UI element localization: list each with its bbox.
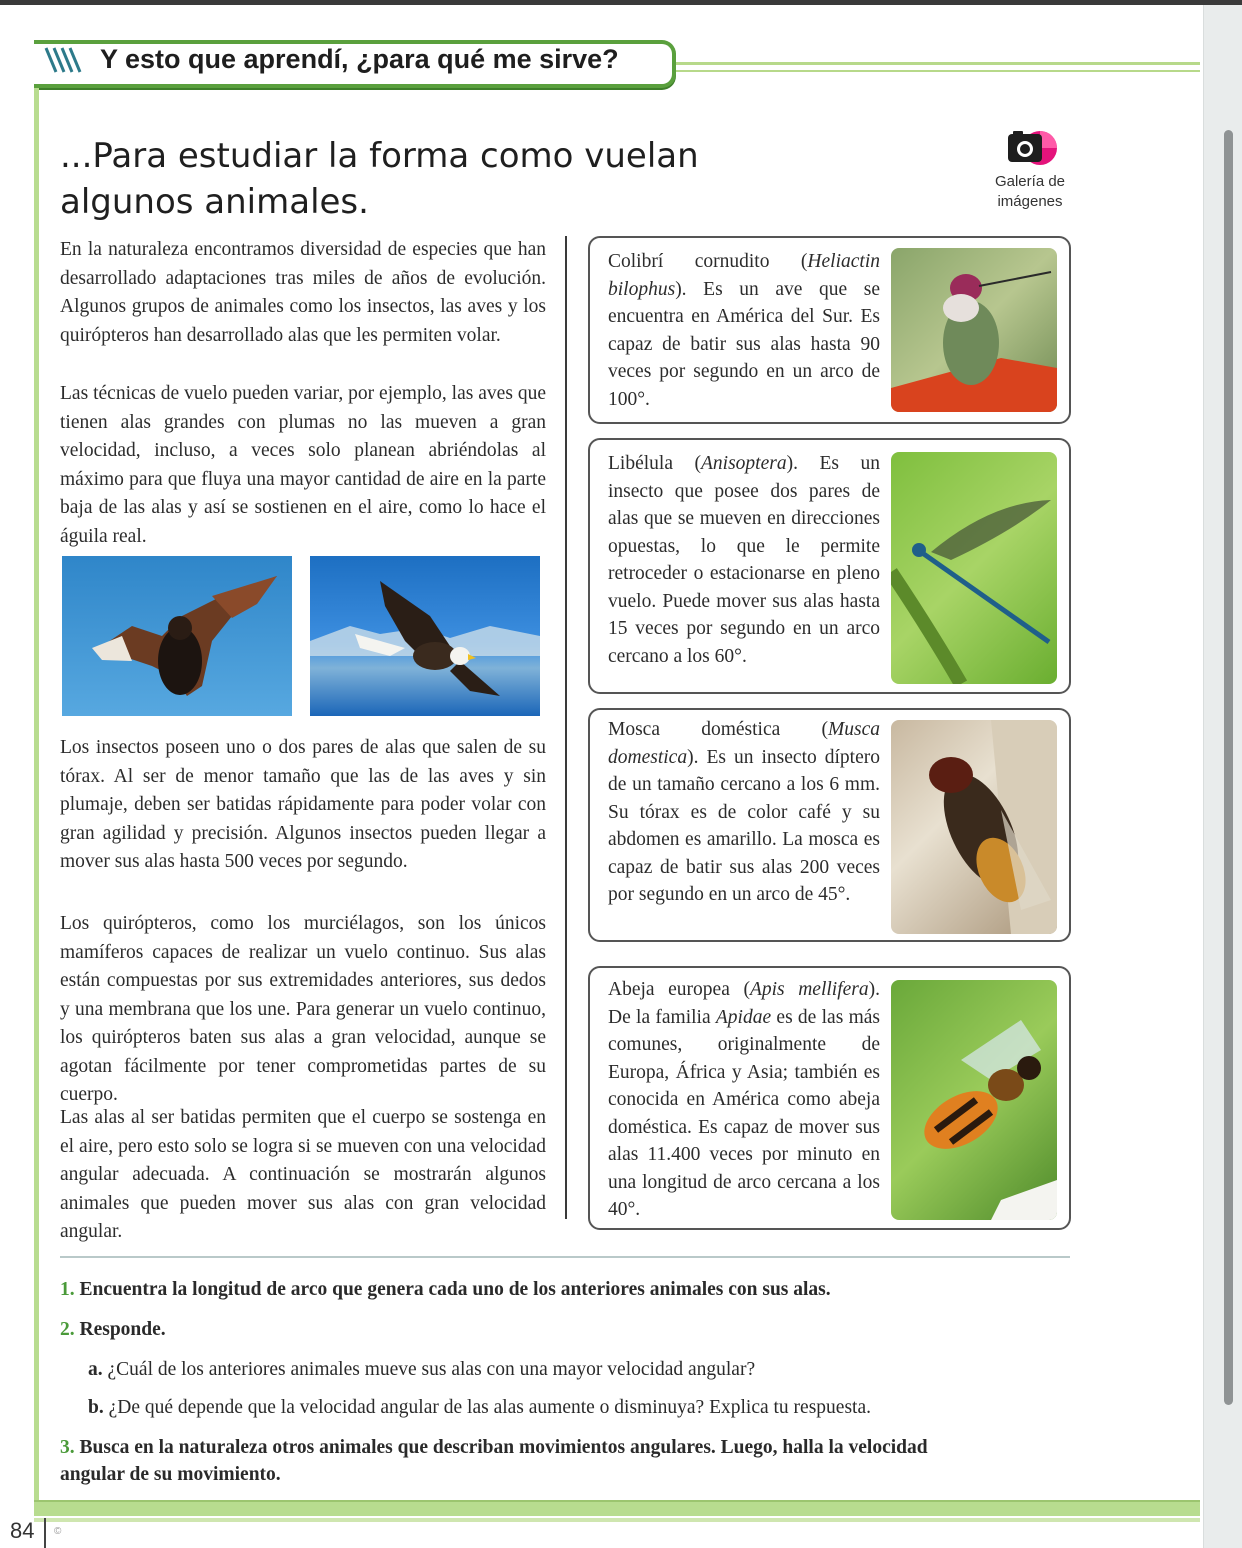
activity-2b: b. ¿De qué depende que la velocidad angular de las alas aumente o disminuya? Explica tu respuesta.	[88, 1397, 871, 1418]
dragonfly-photo	[891, 452, 1057, 684]
activity-1: 1. Encuentra la longitud de arco que genera cada uno de los anteriores animales con sus alas.	[60, 1279, 831, 1300]
banner-rule-secondary	[675, 70, 1200, 72]
page-title-line2: algunos animales.	[60, 182, 369, 222]
housefly-text: Mosca doméstica (Musca domestica). Es un insecto díptero de un tamaño cercano a los 6 mm. Su tórax es de color café y su abdomen es amarillo. La mosca es capaz de batir sus alas 200 veces por segundo en un arco de 45°.	[608, 719, 880, 905]
insects-paragraph: Los insectos poseen uno o dos pares de alas que salen de su tórax. Al ser de menor tamaño que las de las aves y sin plumaje, deben ser batidas rápidamente para poder volar con gran agilidad y precisión. Algunos insectos pueden llegar a mover sus alas hasta 500 veces por segundo.	[60, 737, 546, 872]
hummingbird-photo	[891, 248, 1057, 412]
page-gutter	[1203, 5, 1242, 1548]
copyright-mark: ©	[54, 1526, 62, 1537]
housefly-card	[588, 708, 1071, 942]
left-accent-bar	[34, 88, 39, 1500]
top-rule	[0, 0, 1242, 5]
bat-illustration	[62, 556, 292, 716]
flight-techniques-paragraph: Las técnicas de vuelo pueden variar, por ejemplo, las aves que tienen alas grandes con plumas no las mueven a gran velocidad, incluso, a veces solo planean abriéndolas al máximo para que fluya una mayor cantidad de aire en la parte baja de las alas y así se sostienen en el aire, como lo hace el águila real.	[60, 383, 546, 547]
activity-2a: a. ¿Cuál de los anteriores animales mueve sus alas con una mayor velocidad angular?	[88, 1359, 756, 1380]
eagle-illustration	[310, 556, 540, 716]
housefly-photo	[891, 720, 1057, 934]
bats-paragraph: Los quirópteros, como los murciélagos, son los únicos mamíferos capaces de realizar un vuelo continuo. Sus alas están compuestas por sus extremidades anteriores, sus dedos y una membrana que los une. Para generar un vuelo continuo, los quirópteros baten sus alas a gran velocidad, aunque se agotan fácilmente por tener comprometidas partes de su cuerpo.	[60, 913, 546, 1105]
bee-illustration	[891, 980, 1057, 1220]
dragonfly-card	[588, 438, 1071, 694]
bat-photo	[62, 556, 292, 716]
footer-bar-secondary	[34, 1518, 1200, 1522]
camera-icon	[996, 128, 1076, 168]
banner-title: Y esto que aprendí, ¿para qué me sirve?	[100, 44, 619, 74]
scrollbar[interactable]	[1224, 130, 1233, 1405]
gallery-label: Galería de imágenes	[994, 173, 1066, 210]
hummingbird-text: Colibrí cornudito (Heliactin bilophus). Es un ave que se encuentra en América del Sur. Es capaz de batir sus alas hasta 90 veces por segundo en un arco de 100°.	[608, 251, 880, 410]
dragonfly-text: Libélula (Anisoptera). Es un insecto que posee dos pares de alas que se mueven en direcciones opuestas, lo que le permite retroceder o estacionarse en pleno vuelo. Puede mover sus alas hasta 15 veces por segundo en un arco cercano a los 60°.	[608, 453, 881, 667]
page-number-divider	[44, 1518, 46, 1548]
footer-bar	[34, 1500, 1200, 1516]
page-title-line1: ...Para estudiar la forma como vuelan	[60, 136, 699, 176]
dragonfly-illustration	[891, 452, 1057, 684]
page-number: 84	[10, 1518, 35, 1543]
housefly-illustration	[891, 720, 1057, 934]
intro-paragraph: En la naturaleza encontramos diversidad de especies que han desarrollado adaptaciones tras miles de años de evolución. Algunos grupos de animales como los insectos, las aves y los quirópteros han desarrollado alas que les permiten volar.	[60, 239, 546, 346]
column-divider	[565, 236, 567, 1219]
slashes-icon	[40, 46, 100, 76]
activity-2: 2. Responde.	[60, 1319, 166, 1340]
section-separator	[60, 1256, 1070, 1258]
hummingbird-illustration	[891, 248, 1057, 412]
bee-text: Abeja europea (Apis mellifera). De la familia Apidae es de las más comunes, originalmente de Europa, África y Asia; también es conocida en América como abeja doméstica. Es capaz de mover sus alas 11.400 veces por minuto en una longitud de arco cercana a los 40°.	[608, 979, 880, 1220]
page-title	[60, 133, 960, 225]
angular-velocity-paragraph: Las alas al ser batidas permiten que el cuerpo se sostenga en el aire, pero esto solo se logra si se mueven con una velocidad angular adecuada. A continuación se mostrarán algunos animales que pueden mover sus alas con gran velocidad angular.	[60, 1107, 546, 1242]
hummingbird-card	[588, 236, 1071, 424]
activity-3: 3. Busca en la naturaleza otros animales que describan movimientos angulares. Luego, halla la velocidad angular de su movimiento.	[60, 1437, 928, 1485]
eagle-photo	[310, 556, 540, 716]
bee-card	[588, 966, 1071, 1230]
bee-photo	[891, 980, 1057, 1220]
